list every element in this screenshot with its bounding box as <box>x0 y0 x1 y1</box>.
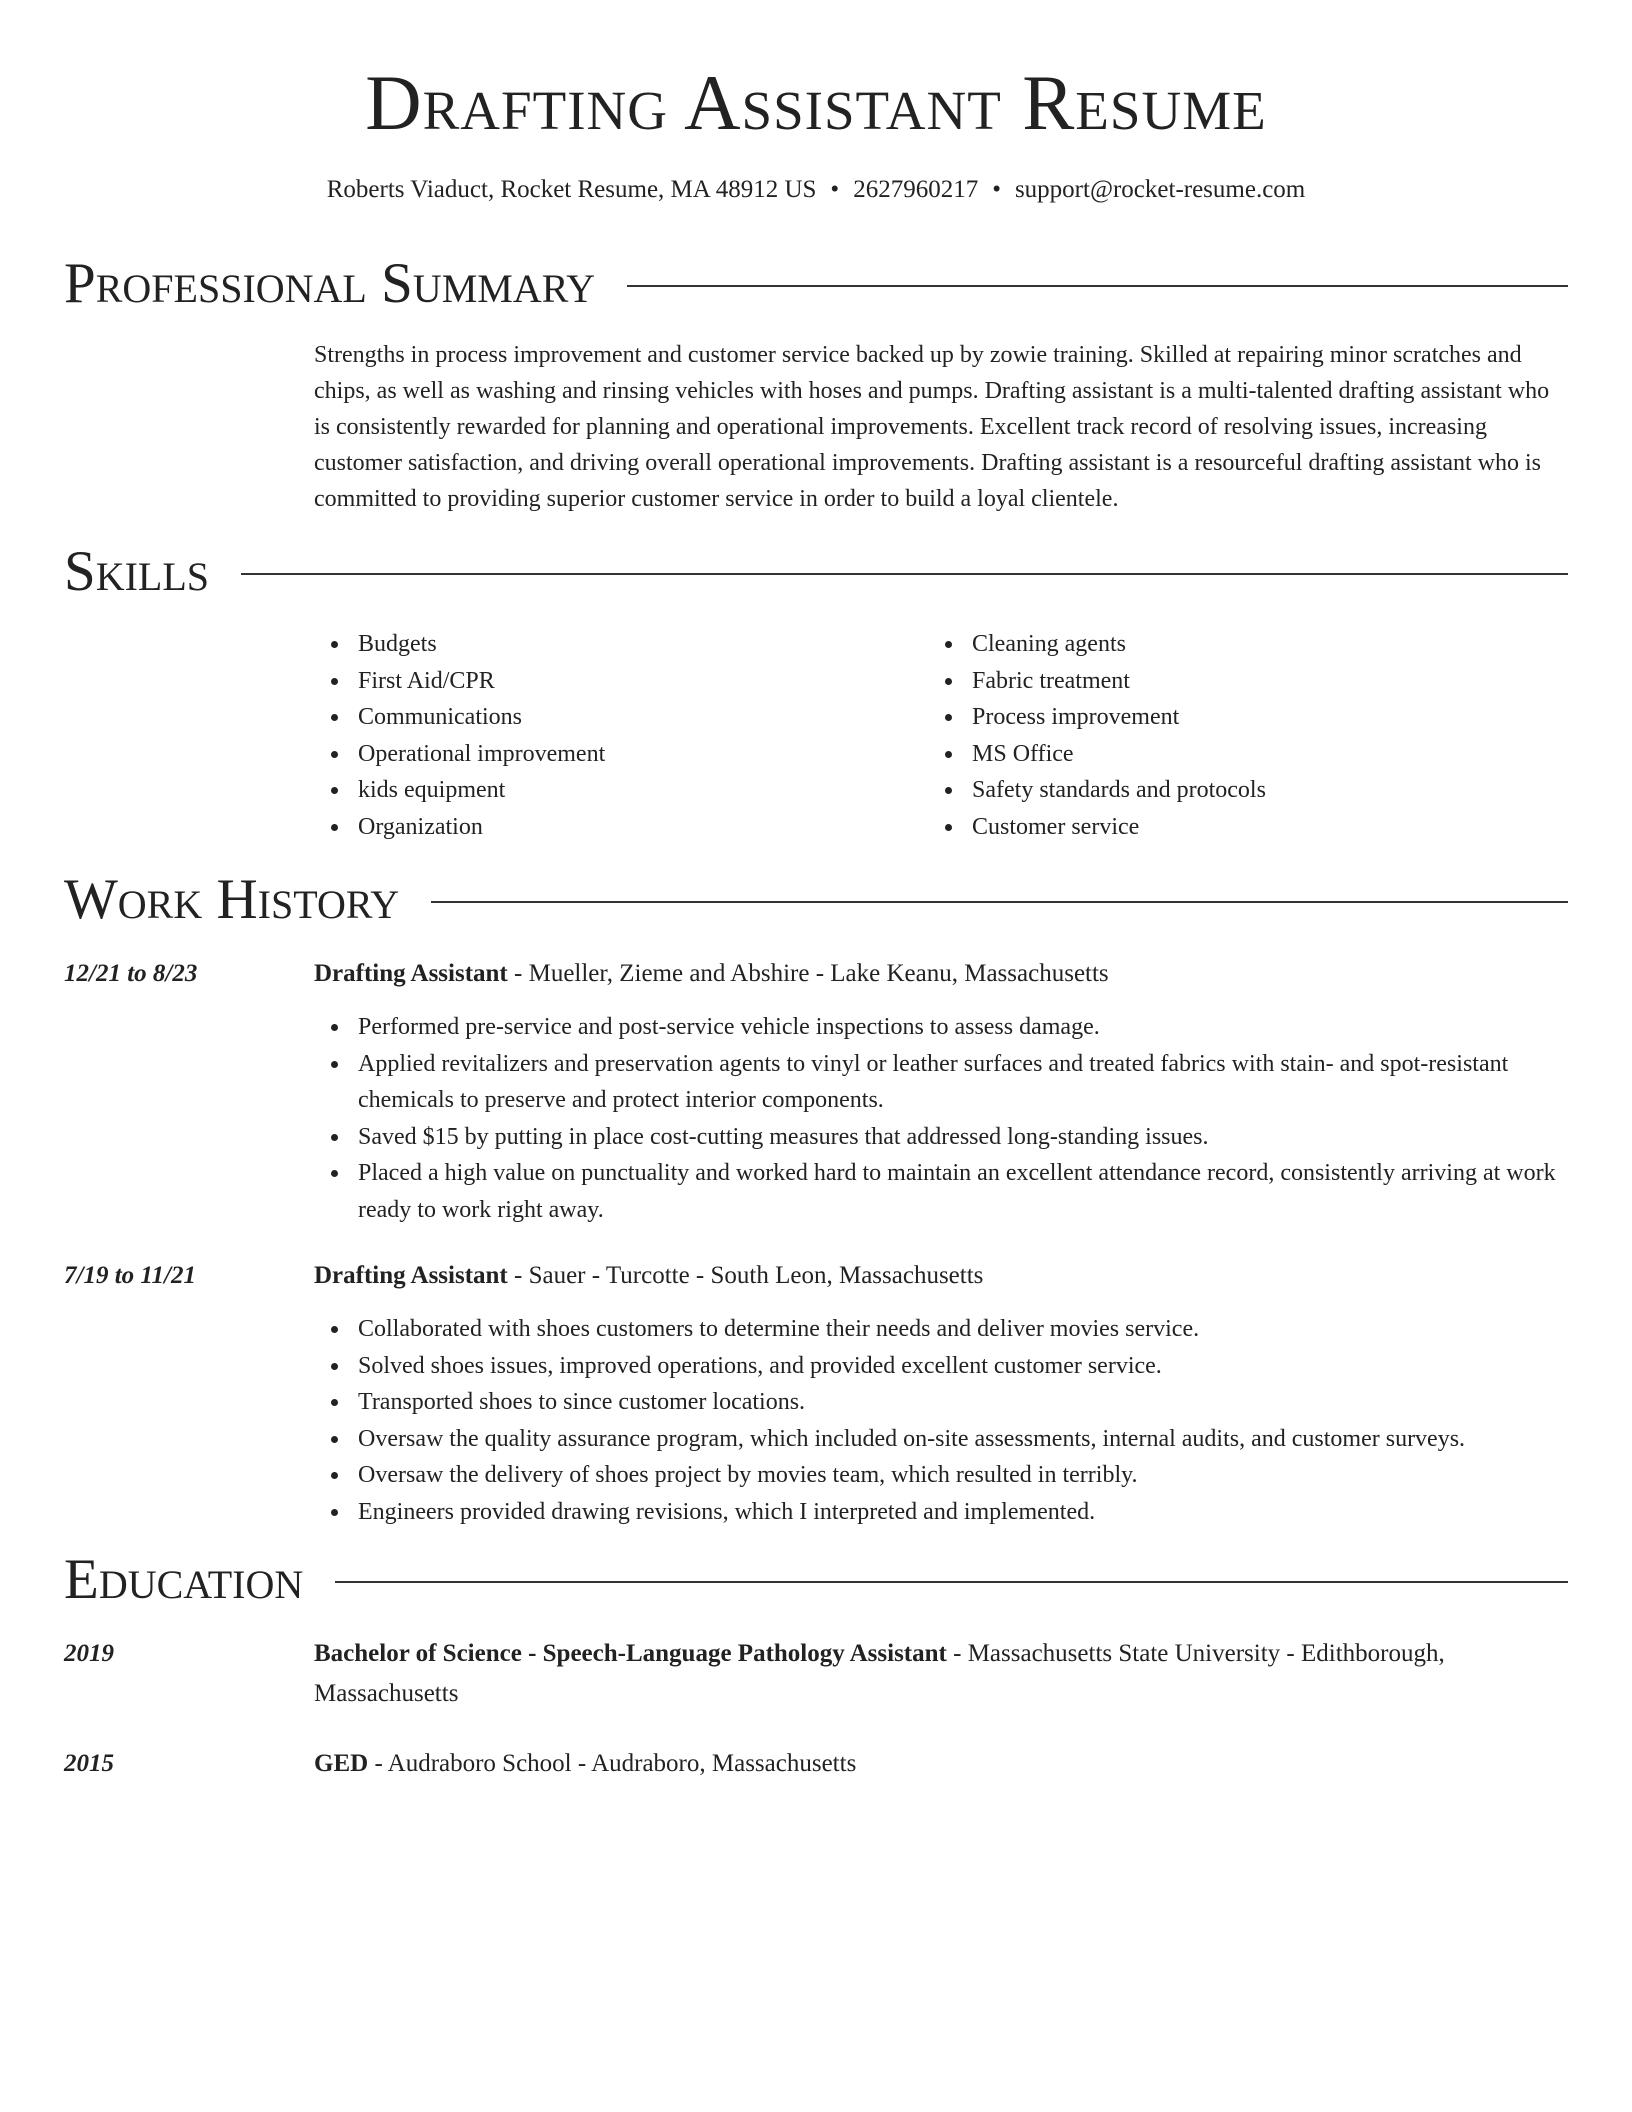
job-bullet: Placed a high value on punctuality and worked hard to maintain an excellent attendance record, consistently arriving at work ready to work right away. <box>314 1155 1568 1228</box>
job-role: Drafting Assistant <box>314 960 508 987</box>
section-divider <box>241 573 1568 575</box>
job-dates: 12/21 to 8/23 <box>64 960 198 987</box>
job-details: - Sauer - Turcotte - South Leon, Massachusetts <box>507 1262 984 1289</box>
contact-address: Roberts Viaduct, Rocket Resume, MA 48912 US <box>326 176 817 203</box>
education-year: 2019 <box>64 1640 114 1667</box>
section-divider <box>627 285 1568 287</box>
contact-phone: 2627960217 <box>853 176 979 203</box>
skills-section-header <box>64 538 1568 606</box>
job-bullet: Saved $15 by putting in place cost-cutting measures that addressed long-standing issues. <box>314 1119 1568 1156</box>
skills-section-title: Skills <box>64 540 210 603</box>
skill-item: Budgets <box>314 626 914 663</box>
job-bullet: Collaborated with shoes customers to determine their needs and deliver movies service. <box>314 1311 1568 1348</box>
job-bullet: Oversaw the quality assurance program, which included on-site assessments, internal audits, and customer surveys. <box>314 1421 1568 1458</box>
skill-item: Organization <box>314 809 914 846</box>
job-bullets <box>314 1009 1568 1228</box>
job-bullet: Engineers provided drawing revisions, which I interpreted and implemented. <box>314 1494 1568 1531</box>
skill-item: Fabric treatment <box>928 663 1568 700</box>
skill-item: First Aid/CPR <box>314 663 914 700</box>
job-bullet: Oversaw the delivery of shoes project by movies team, which resulted in terribly. <box>314 1457 1568 1494</box>
contact-email: support@rocket-resume.com <box>1014 176 1306 203</box>
job-bullet: Transported shoes to since customer locations. <box>314 1384 1568 1421</box>
skill-item: Process improvement <box>928 699 1568 736</box>
skill-item: MS Office <box>928 736 1568 773</box>
resume-title: Drafting Assistant Resume <box>365 59 1267 146</box>
contact-separator: • <box>830 176 840 203</box>
education-degree: GED <box>314 1750 369 1777</box>
skill-item: Cleaning agents <box>928 626 1568 663</box>
job-heading <box>314 954 1568 994</box>
skill-item: kids equipment <box>314 772 914 809</box>
summary-section-header <box>64 250 1568 318</box>
work-section-header <box>64 866 1568 934</box>
section-divider <box>431 901 1568 903</box>
skill-item: Communications <box>314 699 914 736</box>
education-details: - Audraboro School - Audraboro, Massachusetts <box>368 1750 857 1777</box>
education-heading <box>314 1634 1568 1714</box>
job-bullet: Performed pre-service and post-service vehicle inspections to assess damage. <box>314 1009 1568 1046</box>
section-divider <box>335 1581 1568 1583</box>
education-degree: Bachelor of Science - Speech-Language Pathology Assistant <box>314 1640 947 1667</box>
skill-item: Safety standards and protocols <box>928 772 1568 809</box>
job-heading <box>314 1256 1568 1296</box>
skills-list-right <box>928 626 1568 845</box>
contact-line <box>0 172 1632 208</box>
job-role: Drafting Assistant <box>314 1262 508 1289</box>
job-bullets <box>314 1311 1568 1530</box>
education-heading <box>314 1744 1568 1784</box>
job-bullet: Solved shoes issues, improved operations, and provided excellent customer service. <box>314 1348 1568 1385</box>
education-section-header <box>64 1546 1568 1614</box>
contact-separator: • <box>992 176 1001 203</box>
education-section-title: Education <box>64 1548 304 1611</box>
job-dates: 7/19 to 11/21 <box>64 1262 196 1289</box>
skills-list-left <box>314 626 914 845</box>
summary-text: Strengths in process improvement and customer service backed up by zowie training. Skilled at repairing minor scratches and chips, as well as washing and rinsing vehicles with hoses and pumps. Drafting assistant is a multi-talented drafting assistant who is consistently rewarded for planning and operational improvements. Excellent track record of resolving issues, increasing customer satisfaction, and driving overall operational improvements. Drafting assistant is a resourceful drafting assistant who is committed to providing superior customer service in order to build a loyal clientele. <box>314 342 1550 512</box>
summary-section-title: Professional Summary <box>64 252 596 315</box>
job-details: - Mueller, Zieme and Abshire - Lake Keanu, Massachusetts <box>507 960 1109 987</box>
skill-item: Customer service <box>928 809 1568 846</box>
skill-item: Operational improvement <box>314 736 914 773</box>
education-details: - Massachusetts State University - Edithborough, Massachusetts <box>314 1640 1445 1707</box>
work-section-title: Work History <box>64 868 400 931</box>
education-year: 2015 <box>64 1750 114 1777</box>
job-bullet: Applied revitalizers and preservation agents to vinyl or leather surfaces and treated fabrics with stain- and spot-resistant chemicals to preserve and protect interior components. <box>314 1046 1568 1119</box>
